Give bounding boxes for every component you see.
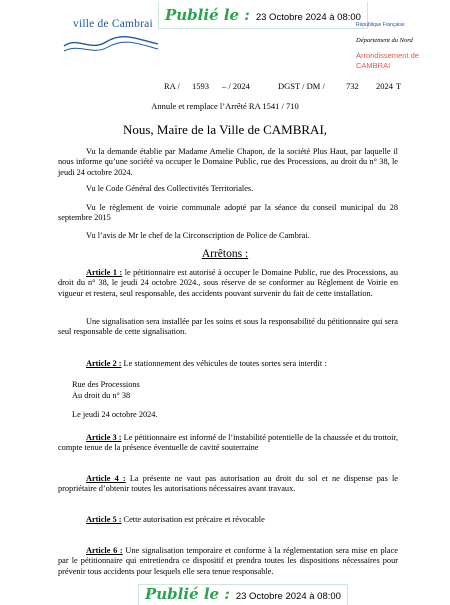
article-1: [58, 268, 398, 299]
ra-label: RA /: [164, 81, 180, 91]
published-date: 23 Octobre 2024 à 08:00: [255, 12, 361, 23]
dgst-year: 2024: [376, 81, 393, 91]
article-3: [58, 433, 398, 454]
article-6-text: Une signalisation temporaire et conforme à la réglementation sera mise en place par le pétitionnaire qui entretiendra ce dispositif et prendra toutes les dispositions nécessaires pour prévenir tous accidents pour lesquels elle sera tenue responsable.: [58, 546, 398, 576]
article-5: [58, 515, 398, 525]
ra-year: – / 2024: [222, 81, 250, 91]
vu-avis: Vu l’avis de Mr le chef de la Circonscription de Police de Cambrai.: [86, 231, 310, 240]
article-5-text: Cette autorisation est précaire et révocable: [121, 515, 265, 524]
article-6: [58, 546, 398, 577]
article-2-text: Le stationnement des véhicules de toutes sortes sera interdit :: [121, 359, 327, 368]
article-2-number: Au droit du n° 38: [72, 391, 131, 400]
article-2-label: Article 2 :: [86, 359, 122, 368]
ra-number: 1593: [192, 81, 209, 91]
republique-text: République Française: [356, 22, 405, 28]
published-stamp-bottom: [138, 584, 348, 605]
dgst-label: DGST / DM /: [278, 81, 325, 91]
wave-logo-icon: [62, 32, 160, 54]
article-2-street: Rue des Processions: [72, 380, 140, 389]
vu-demande: Vu la demande établie par Madame Amelie Chapon, de la société Plus Haut, par laquelle il nous informe qu’une société va occuper le Domaine Public, rue des Processions, au droit du n° 38, le jeudi 24 octobre 2024.: [58, 147, 398, 177]
administrative-header: [356, 22, 450, 71]
article-1-text: le pétitionnaire est autorisé à occuper le Domaine Public, rue des Processions, au droit du n° 38, le jeudi 24 octobre 2024., sous réserve de se conformer au Règlement de Voirie en vigueur et restera, seul responsable, des accidents pouvant survenir du fait de cette installation.: [58, 268, 398, 298]
article-1-signage: Une signalisation sera installée par les soins et sous la responsabilité du pétitionnaire qui sera seul responsable de cette signalisation.: [58, 317, 398, 337]
article-4-label: Article 4 :: [86, 474, 126, 483]
arrondissement-text: Arrondissement de CAMBRAI: [356, 51, 419, 70]
article-6-label: Article 6 :: [86, 546, 123, 555]
document-heading: Nous, Maire de la Ville de CAMBRAI,: [122, 122, 328, 137]
published-label-bottom: Publié le :: [145, 585, 230, 603]
dgst-suffix: T: [396, 81, 402, 91]
dgst-number: 732: [346, 81, 359, 91]
article-3-label: Article 3 :: [86, 433, 122, 442]
arretons-heading: [0, 248, 450, 260]
published-date-bottom: 23 Octobre 2024 à 08:00: [235, 591, 341, 602]
vu-reglement: Vu le règlement de voirie communale adopté par la séance du conseil municipal du 28 septembre 2015: [58, 203, 398, 223]
vu-code: Vu le Code Général des Collectivités Territoriales.: [86, 184, 254, 193]
article-4-text: La présente ne vaut pas autorisation au droit du sol et ne dispense pas le propriétaire d’obtenir toutes les autorisations nécessaires avant travaux.: [58, 474, 398, 494]
article-1-label: Article 1 :: [86, 268, 123, 277]
article-4: [58, 474, 398, 495]
article-2-date: Le jeudi 24 octobre 2024.: [72, 410, 158, 419]
city-logo: [62, 14, 160, 54]
published-label: Publié le :: [165, 6, 250, 24]
departement-text: Département du Nord: [356, 37, 413, 44]
article-2: [58, 359, 398, 369]
article-3-text: Le pétitionnaire est informé de l’instabilité potentielle de la chaussée et du trottoir, compte tenue de la présence éventuelle de cavité souterraine: [58, 433, 398, 453]
published-stamp-top: [158, 2, 368, 29]
article-5-label: Article 5 :: [86, 515, 122, 524]
arretons-text: Arrêtons :: [201, 248, 249, 260]
replaces-notice: Annule et remplace l’Arrêté RA 1541 / 710: [151, 101, 299, 111]
logo-text: ville de Cambrai: [73, 18, 153, 30]
